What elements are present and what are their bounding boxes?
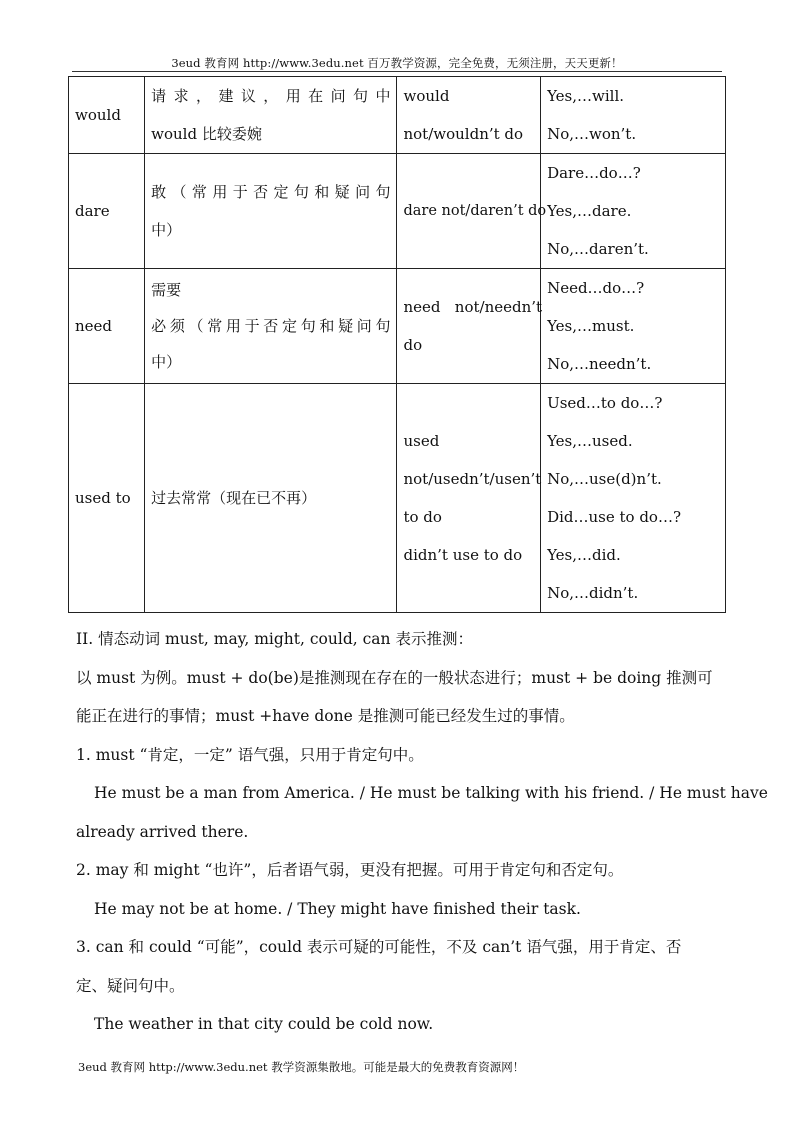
negative-line: would (403, 87, 450, 105)
example-line: Yes,…did. (547, 546, 621, 564)
example-line: No,…won’t. (547, 125, 637, 143)
meaning-cell (145, 77, 397, 154)
negative-cell (397, 154, 547, 269)
example-line: No,…didn’t. (547, 584, 639, 602)
negative-line: used (403, 432, 440, 450)
example-line: Dare…do…? (547, 164, 641, 182)
paragraph-line: 能正在进行的事情；must +have done 是推测可能已经发生过的事情。 (76, 707, 575, 725)
page-header: 3eud 教育网 http://www.3edu.net 百万教学资源，完全免费，无须注册，天天更新！ (171, 56, 623, 70)
verb-cell (69, 269, 145, 384)
meaning-line: 必须（常用于否定句和疑问句 (151, 317, 391, 335)
negative-line: not/wouldn’t do (403, 125, 524, 143)
negative-line: do (403, 336, 423, 354)
meaning-line: 中） (151, 353, 182, 371)
example-line: Yes,…must. (547, 317, 635, 335)
example-sentence: He may not be at home. / They might have finished their task. (94, 899, 581, 918)
meaning-line: 过去常常（现在已不再） (151, 489, 317, 507)
meaning-line: 中） (151, 221, 182, 239)
item-title: 2. may 和 might “也许”，后者语气弱，更没有把握。可用于肯定句和否定句。 (76, 861, 624, 879)
example-line: No,…use(d)n’t. (547, 470, 662, 488)
meaning-cell (145, 154, 397, 269)
body-text (76, 620, 768, 1044)
item-title: 3. can 和 could “可能”，could 表示可疑的可能性，不及 can’t 语气强，用于肯定、否 (76, 938, 682, 956)
meaning-cell (145, 269, 397, 384)
meaning-line: 需要 (151, 281, 182, 299)
example-sentence: already arrived there. (76, 822, 249, 841)
example-cell (541, 77, 726, 154)
verb-text: used to (75, 489, 131, 507)
table-row (69, 269, 726, 384)
verb-text: need (75, 317, 113, 335)
negative-line: need not/needn’t (403, 298, 543, 316)
section-title: II. 情态动词 must, may, might, could, can 表示推测： (76, 630, 473, 648)
example-line: Yes,…dare. (547, 202, 632, 220)
verb-cell (69, 77, 145, 154)
item-title: 1. must “肯定，一定” 语气强，只用于肯定句中。 (76, 745, 424, 764)
verb-text: would (75, 106, 121, 124)
table-row (69, 384, 726, 613)
example-cell (541, 269, 726, 384)
page-footer: 3eud 教育网 http://www.3edu.net 教学资源集散地。可能是最大的免费教育资源网！ (78, 1060, 525, 1074)
example-line: Used…to do…? (547, 394, 663, 412)
negative-line: not/usedn’t/usen’t (403, 470, 542, 488)
example-line: Yes,…used. (547, 432, 633, 450)
example-line: Need…do…? (547, 279, 645, 297)
negative-line: to do (403, 508, 442, 526)
negative-line: didn’t use to do (403, 546, 523, 564)
table-row (69, 77, 726, 154)
example-line: No,…daren’t. (547, 240, 649, 258)
example-sentence: The weather in that city could be cold now. (94, 1015, 434, 1033)
negative-cell (397, 384, 541, 613)
header-rule (72, 71, 722, 72)
negative-cell (397, 269, 541, 384)
example-sentence: He must be a man from America. / He must be talking with his friend. / He must have (94, 784, 768, 802)
paragraph-line: 以 must 为例。must + do(be)是推测现在存在的一般状态进行；must + be doing 推测可 (76, 668, 713, 687)
verb-cell (69, 384, 145, 613)
meaning-line: would 比较委婉 (151, 125, 262, 143)
example-cell (541, 154, 726, 269)
negative-line: dare not/daren’t do (403, 203, 547, 219)
negative-cell (397, 77, 541, 154)
example-line: No,…needn’t. (547, 355, 652, 373)
verb-cell (69, 154, 145, 269)
verb-text: dare (75, 202, 110, 220)
example-cell (541, 384, 726, 613)
table-row (69, 154, 726, 269)
meaning-cell (145, 384, 397, 613)
item-title: 定、疑问句中。 (76, 976, 185, 995)
modal-verbs-table (68, 76, 726, 613)
example-line: Yes,…will. (547, 87, 625, 105)
meaning-line: 请求，建议，用在问句中 (151, 87, 391, 105)
meaning-line: 敢（常用于否定句和疑问句 (151, 183, 391, 201)
example-line: Did…use to do…? (547, 508, 681, 526)
